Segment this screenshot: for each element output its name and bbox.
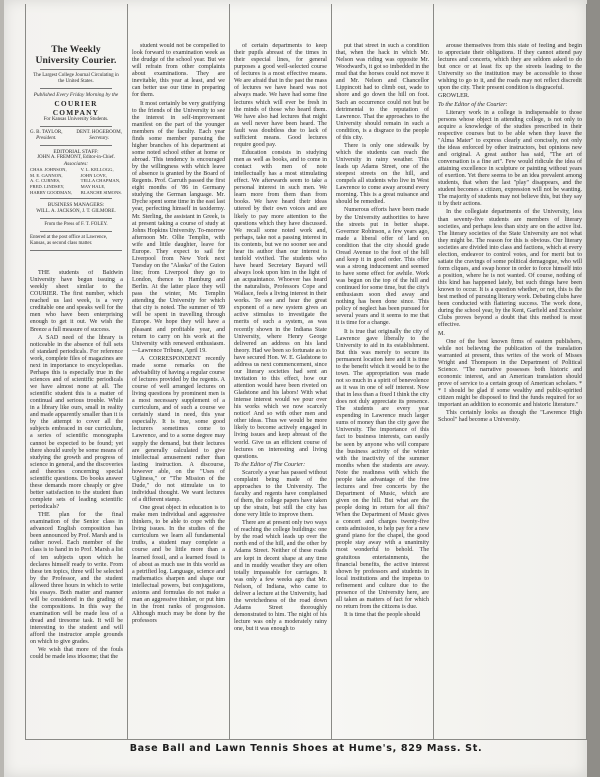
staff-left (30, 167, 72, 195)
staff-list (30, 167, 122, 195)
staff-member: A. C. CURNES, (30, 178, 61, 184)
staff-member: CHAS. JOHNSON, (30, 167, 67, 173)
column-rule-2 (229, 4, 230, 739)
managers-heading: BUSINESS MANAGERS: (47, 202, 105, 209)
paragraph: put that street in such a condition that, when the hack in which Mr. Nelson was riding was opposite Mr. Woodward's, it got so imbedded in the mud that the horses could not move it and Mr. Nelson and Chancellor Lippincott had to climb out, wade to shore and go down the hill on foot. Such an occurrence could not but be detrimental to the reputation of Lawrence. That the approaches to the University should remain in such a condition, is a disgrace to the people of this city. (336, 43, 429, 141)
paragraph: It is true that originally the city of Lawrence gave liberally to the University to aid in its establishment. But this was merely to secure its permanent location here and it is time to the benefit which it would be to the town. The appropriation was made not so much in a spirit of benevolence as it was in one of self interest. Now that in less than a fixed I think the city does not duly appreciate its presence. The students are every year expending in Lawrence much larger sums of money than the city gave the University. The importance of this fact to business interests, can easily be seen by anyone who will compare the business activity of the winter with the inactivity of the summer months when the students are away. Note the readiness with which the people take advantage of the free lectures and free concerts by the Department of Music, which are given on the hill. But what are the people doing in return for all this? When the Department of Music gives a concert and charges twenty-five cents admission, to help pay for a new grand piano for the chapel, the good people stay away with a unanimity most wonderful to behold. The gratuitous entertainments, the financial benefits, the active interest shown by professors and students in local institutions and the impetus to refinement and culture due to the presence of the University here, are all taken as matters of fact for which no return from the citizens is due. (336, 328, 429, 610)
paragraph: Scarcely a year has passed without complaint being made of the approaches to the University. The faculty and regents have complained of them, the college papers have taken up the strain, but still the city has done very little to improve them. (234, 469, 327, 519)
column-5 (438, 43, 582, 738)
secretary: DENT. HOGEBOOM, Secretary. (76, 129, 122, 141)
column-3 (234, 43, 327, 738)
paragraph: There is only one sidewalk by which the students can reach the University in rainy weather. This leads up Adams Street, one of the steepest streets on the hill, and compels all students who live in West Lawrence to come away around every morning. This is a great nuisance and should be remedied. (336, 142, 429, 206)
column-rule-3 (331, 4, 332, 739)
masthead-divider (40, 88, 112, 89)
left-column-rule (25, 4, 26, 739)
signature: M. (438, 330, 445, 337)
paragraph: It is time that the people should (344, 612, 421, 618)
column-rule-1 (127, 4, 128, 739)
staff-member: V. L. KELLOGG, (80, 167, 114, 173)
column-4 (336, 43, 429, 738)
page-right-edge (587, 0, 600, 777)
associates-heading: Associates: (63, 160, 89, 167)
tagline: The Largest College Journal Circulating in the United States. (33, 73, 119, 84)
footer-advertisement: Base Ball and Lawn Tennis Shoes at Hume's, 829 Mass. St. (129, 743, 483, 754)
masthead-divider (40, 145, 112, 146)
entry-notice: Entered at the post office at Lawrence, Kansas, as second class matter. (30, 234, 108, 246)
paragraph: One great object in education is to make men individual and aggressive thinkers, to be able to cope with the living issues. In the studies of the curriculum we learn all fundamental truths, a student may complete a course and be little more than a learned fossil, and a learned fossil is of about as much use in this world as a petrified log. Language, science and mathematics sharpen and shape our intellectual powers, but conjugations, axioms and formulas do not make a man an aggressive thinker, or put him in the front ranks of progression. Although much may be done by the professors (132, 505, 225, 625)
staff-member: FRED. LINDSEY, (30, 184, 65, 190)
masthead-divider (40, 231, 112, 232)
masthead-divider (40, 218, 112, 219)
staff-member: BLANCHE SIMONS. (80, 189, 122, 195)
editor-line: JOHN A. FREMONT, Editor-in-Chief. (37, 154, 115, 160)
president: G. B. TAYLOR, President. (30, 129, 63, 141)
managers: WILL. A. JACKSON, J. T. GILMORE. (36, 208, 116, 214)
paragraph: THE plan for the final examination of the Senior class in advanced English composition has been announced by Prof. Marsh and is rather novel. Each member of the class is to hand in to Prof. Marsh a list of ten subjects upon which he declares himself ready to write. From these ten topics, three will be selected by the Professor, and the student allowed three hours in which to write his essays. Both matter and manner will be considered in the grading of the compositions. In this way the examination will be made less of a dread and tiresome task. It will be interesting to the student and will afford the instructor ample grounds on which to give grades. (30, 512, 123, 646)
paragraph: In the collegiate departments of the University, less than seventy-five students are members of literary societies, and perhaps less than sixty are on the active list. The literary societies of the State University are not what they might be. The reason for this is obvious. Our literary societies are divided into class and factions, which at every election, endeavor to control votes, and for merit but to satiate the cravings of some political demagogue, who will form cliques, and swap honor in order to force himself into a position, where he is not wanted. Of course, nothing of this kind has happened lately, but such things have been known to occur. It is a question whether, or not, this is the best method of pursuing literary work. Debating clubs have been conducted with flattering success. The work done, during the school year, by the Kent, Garfield and Excelsior Clubs proves beyond a doubt that this method is most effective. (438, 209, 582, 329)
paragraph: arouse themselves from this state of feeling and begin to appreciate their obligations. If they cannot attend pay lectures and concerts, which they are seldom asked to do but once or at least fix up the streets leading to the University so the institution may be accessible to those wishing to go to it, and the roads may not reflect discredit upon the city. Their present condition is disgraceful. (438, 43, 582, 92)
staff-member: HARRY GOODMAN, (30, 189, 72, 195)
column-2 (132, 43, 225, 738)
for-line: For Kansas University Students. (43, 116, 109, 122)
publisher-name: COURIER COMPANY (52, 98, 100, 117)
paragraph: THE students of Baldwin University have begun issuing a weekly sheet similar to the COURIER. The first number, which reached us last week, is a very creditable one and speaks well for the men who have been enterprising enough to get it out. We wish the Breeze a full measure of success. (30, 270, 123, 333)
paragraph: Numerous efforts have been made by the University authorities to have the streets put in better shape. Governor Robinson, a few years ago, made a liberal offer of land on condition that the city should grade Oread Avenue to the foot of the hill and keep it in good order. This offer was a strong inducement and seemed to have some effect for awhile. Work was begun on the top of the hill and continued for some time, but the city's enthusiasm soon died away and nothing has been done since. This policy of neglect has been pursued for several years and it seems to me that it is time for a change. (336, 207, 429, 327)
staff-member: MAY HALE, (80, 184, 106, 190)
column-rule-4 (433, 4, 434, 739)
paragraph: We wish that more of the fouls could be made less irksome; that the (30, 647, 123, 661)
paragraph: It most certainly be very gratifying to the friends of the University to see the interest in self-improvement manifest on the part of the younger members of the faculty. Each year finds some member pursuing the higher branches of his department at some noted school either at home or abroad. This tendency is encouraged by the willingness with which leave of absence is granted by the Board of Regents. Prof. Carruth passed the first eight months of '86 in Germany studying the German language. Mr. Dyche spent some time in the east last year, perfecting himself in taxidermy. Mr. Sterling, the assistant in Greek, is at present taking a course of study at Johns Hopkins University. To-morrow afternoon Mr. Ollie Templin, with wife and little daughter, leave for Europe. They expect to sail for Liverpool from New York next Tuesday on the "Alaska" of the Guion line; from Liverpool they go to London, thence to Hamburg and Berlin. At the latter place they will pass the winter, Mr. Templin attending the University for which that city is noted. The summer of '89 will be spent in travelling through Europe. We hope they will have a pleasant and profitable year, and return to carry on his work at the University with renewed enthusiasm. —Lawrence Tribune, April 19. (132, 100, 225, 354)
staff-member: JOHN LOVE, (80, 172, 107, 178)
right-column-rule (586, 4, 587, 739)
paragraph: of certain departments to keep their pupils abreast of the times in their especial lines, for general purposes a good well-selected course of lectures is a most effective means. We are afraid that in the past the mass of lectures we have heard was not always made. We have had some fine lectures which will ever be fresh in the minds of those who heard them. We have also had lectures that might as well never have been heard. The fault was doubtless due to lack of sufficient means. Good lectures require good pay. (234, 43, 327, 148)
paragraph: This certainly looks as though the "Lawrence High School" had become a University. (438, 410, 582, 424)
column-1 (30, 270, 123, 738)
staff-right (81, 167, 122, 195)
bottom-rule (25, 739, 588, 740)
masthead (30, 44, 122, 254)
paragraph: One of the best known firms of eastern publishers, while not believing the publication of the translation warranted at present, thus writes of the work of Misses Wright and Thompson in the Department of Political Science. "The narrative possesses both historic and economic interest, and an American translation should prove of service to a certain group of American scholars. * * I should be glad if some wealthy and public-spirited citizen might be disposed to find the funds required for so important an addition to economic and historic literature." (438, 338, 582, 409)
masthead-divider (40, 126, 112, 127)
paragraph: student would not be compelled to look forward to examination week as the drudge of the school year. But we will refrain from other complaints about examinations. They are inevitable, this year at least, and we can better use our time in preparing for them. (132, 43, 225, 99)
publish-line: Published Every Friday Morning by the (33, 92, 119, 98)
masthead-divider (30, 250, 122, 251)
paragraph: Education consists in studying men as well as books, and to come in contact with men of note intellectually has a most stimulating effect. We afterwards seem to take a personal interest in such men. We learn more from them than from books. We have heard their ideas uttered by their own voices and are likely to pay more attention to the questions which they have discussed. We recall some noted work and, perhaps, take not a passing interest in its contents, but we no sooner see and hear its author than our interest is tenfold vivified. The students who have heard Secretary Bayard will always look upon him in the light of an acquaintance. Whoever has heard the naturalists, Professors Cope and Wallace, feels a living interest in their works. To see and hear the great exponent of a new system gives an active stimulus to investigate the merits of such a system, as was recently shown in the Indiana State University, where Henry George delivered an address on his land theory. Had we been so fortunate as to have secured Hon. W. E. Gladstone to address us next commencement, since our literary societies had sent an invitation to this effect, how our attention would have been riveted on Gladstone and his labors! With what intense interest would we pour over his works which we now scarcely notice! And so with other men and other ideas. Thus we would be more likely to become actively engaged in living issues and keep abreast of the world. Give us an efficient course of lectures on interesting and living questions. (234, 149, 327, 460)
staff-member: TELLA CHAPMAN, (80, 178, 121, 184)
staff-member: M. E. GANNON, (30, 172, 63, 178)
paragraph: Literary work in a college is indispensable to those persons whose object in attending college, is not only to acquire a knowledge of the studies prescribed in their respective courses but to be able when they leave the "Alma Mater" to express clearly and concisely, not only the ideas enforced by other instructors, but opinions new and original. A great author has said, "The art of conversation is a fine art". Few would ridicule the idea of attaining excellence in sculpture or painting without years of exertion. Yet there seems to be an idea prevalent among students, that when the last "play" disappears, and the student becomes a citizen, expression will not be wanting. The majority of students may not believe this, but they say it by their actions. (438, 109, 582, 208)
masthead-divider (40, 198, 112, 199)
letter-heading: To the Editor of the Courier: (438, 101, 508, 108)
paper-title: The Weekly University Courier. (35, 44, 117, 66)
officers-row (30, 130, 122, 142)
staff-heading: EDITORIAL STAFF: (53, 148, 99, 155)
letter-heading: To the Editor of The Courier: (234, 461, 306, 468)
press-line: From the Press of F. T. FOLEY. (44, 221, 108, 227)
paragraph: A CORRESPONDENT recently made some remarks on the advisability of having a regular course of lectures provided by the regents. A course of well arranged lectures on living questions by prominent men is a most necessary supplement of a curriculum, and of such a course we certainly stand in need, this year especially. It is true, some good lecturers sometimes come to Lawrence, and to a some degree may supply the demand, but their lectures are generally calculated to give intellectual amusement rather than lasting instruction. A discourse, however able, on the "Uses of Ugliness," or "The Mission of the Dude," do not stimulate us to individual thought. We want lectures of a different stamp. (132, 355, 225, 503)
signature: GROWLER. (438, 93, 470, 100)
masthead-divider (40, 69, 112, 70)
paragraph: There are at present only two ways of reaching the college buildings: one by the road which leads up over the north end of the hill, and the other by Adams Street. Neither of these roads are kept in decent shape at any time and in muddy weather they are often totally impassable for carriages. It was only a few weeks ago that Mr. Nelson, of Indiana, who came to deliver a lecture at the University, had the wretchedness of the road down Adams Street thoroughly demonstrated to him. The night of his lecture was only a moderately rainy one, but it was enough to (234, 520, 327, 633)
paragraph: A SAD need of the library is noticeable in the absence of full sets of standard periodicals. For reference work, complete files of magazines are next in importance to encyclopedias. Perhaps this is especially true in the sciences and of scientific periodicals we have almost none at all. The scientific student this is a matter of continual and serious trouble. While in a library like ours, small in reality and made apparently smaller than it is by the attempt to cover all the subjects embraced in our curriculum, a series of scientific monographs cannot be expected to be found; yet there should surely be some means of studying the growth and progress of science in general, and the discoveries and theories concerning special scientific questions. Do books answer these demands more cheaply or give better satisfaction to the student than complete sets of leading scientific periodicals? (30, 334, 123, 511)
